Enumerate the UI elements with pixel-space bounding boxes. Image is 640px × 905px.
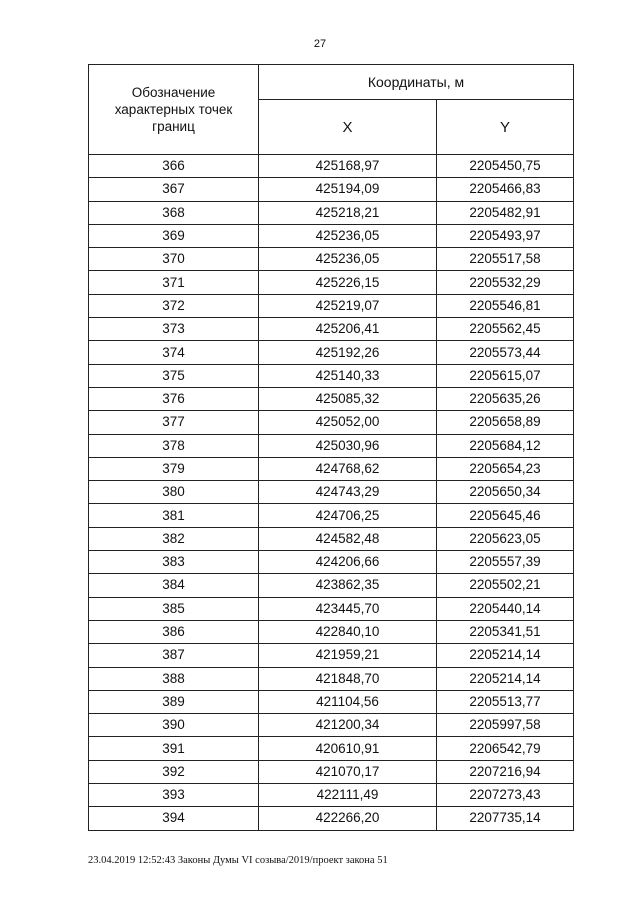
y-cell: 2205546,81	[437, 294, 574, 317]
table-row	[89, 620, 574, 643]
point-cell: 378	[89, 434, 259, 457]
point-cell: 384	[89, 574, 259, 597]
x-cell: 424582,48	[259, 527, 437, 550]
y-cell: 2205532,29	[437, 271, 574, 294]
table-row	[89, 364, 574, 387]
x-cell: 422840,10	[259, 620, 437, 643]
point-cell: 372	[89, 294, 259, 317]
y-cell: 2205645,46	[437, 504, 574, 527]
x-cell: 425206,41	[259, 318, 437, 341]
x-cell: 421070,17	[259, 760, 437, 783]
header-coordinates: Координаты, м	[259, 65, 574, 100]
x-cell: 425140,33	[259, 364, 437, 387]
table-row	[89, 504, 574, 527]
x-cell: 423862,35	[259, 574, 437, 597]
coordinates-table	[88, 64, 574, 831]
point-cell: 374	[89, 341, 259, 364]
y-cell: 2205513,77	[437, 690, 574, 713]
point-cell: 383	[89, 551, 259, 574]
point-cell: 390	[89, 714, 259, 737]
point-cell: 393	[89, 784, 259, 807]
table-row	[89, 644, 574, 667]
point-cell: 386	[89, 620, 259, 643]
y-cell: 2205493,97	[437, 224, 574, 247]
table-row	[89, 201, 574, 224]
footer-note: 23.04.2019 12:52:43 Законы Думы VI созыва/2019/проект закона 51	[88, 855, 388, 866]
y-cell: 2205341,51	[437, 620, 574, 643]
table-row	[89, 527, 574, 550]
x-cell: 424206,66	[259, 551, 437, 574]
point-cell: 376	[89, 387, 259, 410]
point-cell: 375	[89, 364, 259, 387]
x-cell: 425226,15	[259, 271, 437, 294]
y-cell: 2205557,39	[437, 551, 574, 574]
y-cell: 2205440,14	[437, 597, 574, 620]
point-cell: 382	[89, 527, 259, 550]
point-cell: 389	[89, 690, 259, 713]
point-cell: 385	[89, 597, 259, 620]
table-row	[89, 178, 574, 201]
x-cell: 425192,26	[259, 341, 437, 364]
table-row	[89, 248, 574, 271]
x-cell: 421200,34	[259, 714, 437, 737]
table-row	[89, 760, 574, 783]
y-cell: 2206542,79	[437, 737, 574, 760]
y-cell: 2205615,07	[437, 364, 574, 387]
point-cell: 369	[89, 224, 259, 247]
table-row	[89, 737, 574, 760]
x-cell: 425236,05	[259, 248, 437, 271]
y-cell: 2205650,34	[437, 481, 574, 504]
point-cell: 388	[89, 667, 259, 690]
table-row	[89, 434, 574, 457]
table-row	[89, 387, 574, 410]
point-cell: 366	[89, 155, 259, 178]
y-cell: 2207735,14	[437, 807, 574, 830]
x-cell: 421104,56	[259, 690, 437, 713]
table-row	[89, 807, 574, 830]
y-cell: 2207273,43	[437, 784, 574, 807]
x-cell: 425168,97	[259, 155, 437, 178]
x-cell: 424768,62	[259, 457, 437, 480]
table-row	[89, 784, 574, 807]
point-cell: 379	[89, 457, 259, 480]
table-body	[89, 155, 574, 831]
table-row	[89, 714, 574, 737]
y-cell: 2205635,26	[437, 387, 574, 410]
x-cell: 424743,29	[259, 481, 437, 504]
table-row	[89, 574, 574, 597]
x-cell: 425194,09	[259, 178, 437, 201]
point-cell: 370	[89, 248, 259, 271]
y-cell: 2205562,45	[437, 318, 574, 341]
table-row	[89, 341, 574, 364]
x-cell: 425219,07	[259, 294, 437, 317]
point-cell: 377	[89, 411, 259, 434]
y-cell: 2205502,21	[437, 574, 574, 597]
table-row	[89, 155, 574, 178]
header-x: X	[259, 100, 437, 155]
point-cell: 371	[89, 271, 259, 294]
x-cell: 424706,25	[259, 504, 437, 527]
header-designation: Обозначение характерных точек границ	[89, 65, 259, 155]
y-cell: 2205482,91	[437, 201, 574, 224]
y-cell: 2205450,75	[437, 155, 574, 178]
table-row	[89, 224, 574, 247]
y-cell: 2205658,89	[437, 411, 574, 434]
page-number: 27	[313, 38, 327, 50]
point-cell: 394	[89, 807, 259, 830]
y-cell: 2205214,14	[437, 644, 574, 667]
table-row	[89, 690, 574, 713]
table-row	[89, 411, 574, 434]
point-cell: 368	[89, 201, 259, 224]
y-cell: 2205654,23	[437, 457, 574, 480]
x-cell: 425030,96	[259, 434, 437, 457]
x-cell: 423445,70	[259, 597, 437, 620]
y-cell: 2205573,44	[437, 341, 574, 364]
table-row	[89, 294, 574, 317]
x-cell: 425052,00	[259, 411, 437, 434]
x-cell: 422266,20	[259, 807, 437, 830]
table-row	[89, 271, 574, 294]
x-cell: 420610,91	[259, 737, 437, 760]
point-cell: 391	[89, 737, 259, 760]
y-cell: 2207216,94	[437, 760, 574, 783]
point-cell: 380	[89, 481, 259, 504]
y-cell: 2205684,12	[437, 434, 574, 457]
point-cell: 373	[89, 318, 259, 341]
y-cell: 2205517,58	[437, 248, 574, 271]
x-cell: 425236,05	[259, 224, 437, 247]
point-cell: 381	[89, 504, 259, 527]
x-cell: 425218,21	[259, 201, 437, 224]
point-cell: 387	[89, 644, 259, 667]
table-row	[89, 457, 574, 480]
table-row	[89, 318, 574, 341]
table-row	[89, 667, 574, 690]
x-cell: 425085,32	[259, 387, 437, 410]
point-cell: 367	[89, 178, 259, 201]
table-row	[89, 481, 574, 504]
y-cell: 2205466,83	[437, 178, 574, 201]
point-cell: 392	[89, 760, 259, 783]
x-cell: 421848,70	[259, 667, 437, 690]
x-cell: 422111,49	[259, 784, 437, 807]
y-cell: 2205623,05	[437, 527, 574, 550]
x-cell: 421959,21	[259, 644, 437, 667]
y-cell: 2205997,58	[437, 714, 574, 737]
y-cell: 2205214,14	[437, 667, 574, 690]
header-y: Y	[437, 100, 574, 155]
table-row	[89, 551, 574, 574]
table-row	[89, 597, 574, 620]
